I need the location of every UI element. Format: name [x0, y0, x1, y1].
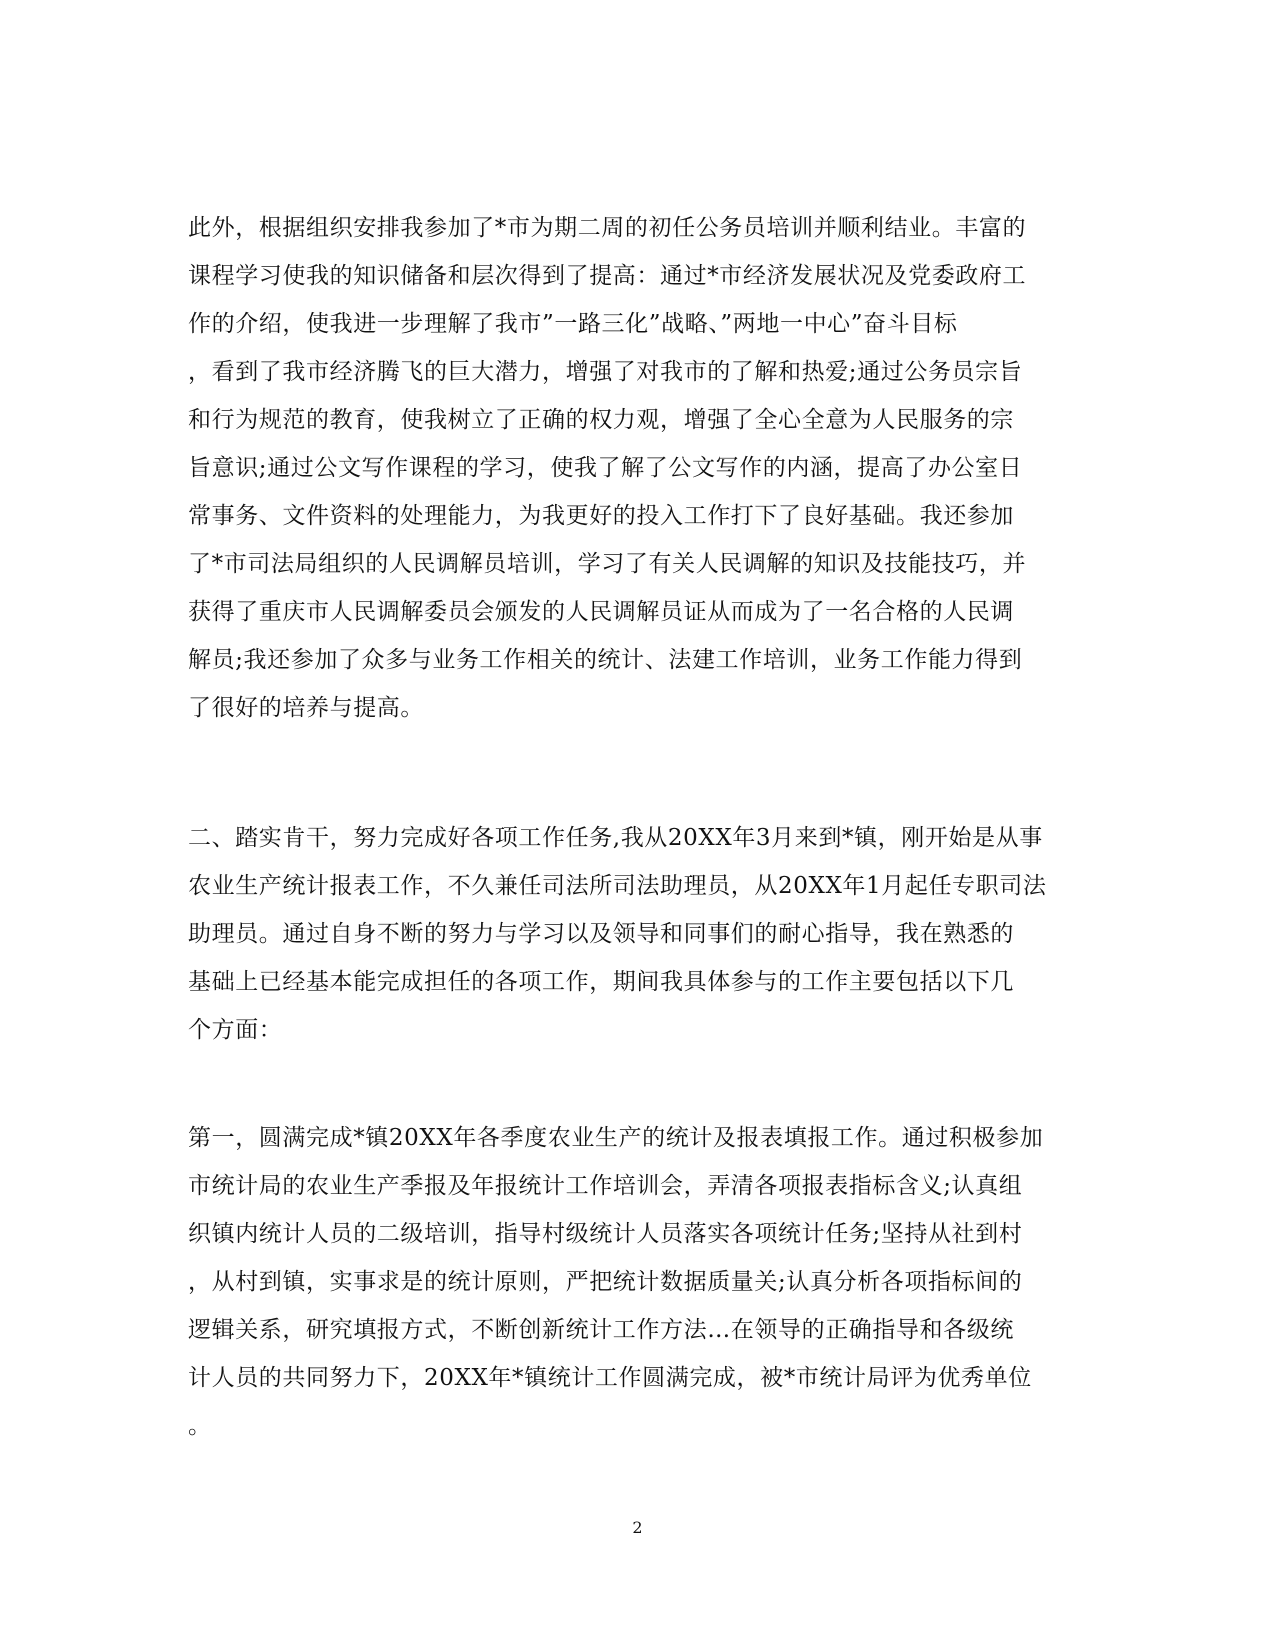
text-line: 助理员。通过自身不断的努力与学习以及领导和同事们的耐心指导，我在熟悉的 — [188, 921, 1014, 947]
text-line: 解员;我还参加了众多与业务工作相关的统计、法建工作培训，业务工作能力得到 — [188, 647, 1023, 673]
paragraph-training — [188, 204, 1068, 732]
text-line: 和行为规范的教育，使我树立了正确的权力观，增强了全心全意为人民服务的宗 — [188, 407, 1014, 433]
text-line: 获得了重庆市人民调解委员会颁发的人民调解员证从而成为了一名合格的人民调 — [188, 599, 1014, 625]
text-line: 二、踏实肯干，努力完成好各项工作任务,我从20XX年3月来到*镇，刚开始是从事 — [188, 825, 1043, 851]
text-line: 计人员的共同努力下，20XX年*镇统计工作圆满完成，被*市统计局评为优秀单位 — [188, 1365, 1032, 1391]
text-line: 逻辑关系，研究填报方式，不断创新统计工作方法…在领导的正确指导和各级统 — [188, 1317, 1014, 1343]
paragraph-first-item — [188, 1114, 1068, 1450]
text-line: 了*市司法局组织的人民调解员培训，学习了有关人民调解的知识及技能技巧，并 — [188, 551, 1027, 577]
text-line: 旨意识;通过公文写作课程的学习，使我了解了公文写作的内涵，提高了办公室日 — [188, 455, 1023, 481]
text-line: 此外，根据组织安排我参加了*市为期二周的初任公务员培训并顺利结业。丰富的 — [188, 215, 1027, 241]
text-line: 市统计局的农业生产季报及年报统计工作培训会，弄清各项报表指标含义;认真组 — [188, 1173, 1023, 1199]
text-line: 织镇内统计人员的二级培训，指导村级统计人员落实各项统计任务;坚持从社到村 — [188, 1221, 1023, 1247]
page-number: 2 — [632, 1518, 643, 1537]
text-line: 课程学习使我的知识储备和层次得到了提高：通过*市经济发展状况及党委政府工 — [188, 263, 1027, 289]
text-line: ，从村到镇，实事求是的统计原则，严把统计数据质量关;认真分析各项指标间的 — [188, 1269, 1023, 1295]
text-line: 农业生产统计报表工作，不久兼任司法所司法助理员，从20XX年1月起任专职司法 — [188, 873, 1047, 899]
text-line: 作的介绍，使我进一步理解了我市”一路三化”战略、”两地一中心”奋斗目标 — [188, 311, 958, 337]
text-line: 。 — [188, 1413, 212, 1439]
text-line: 个方面： — [188, 1017, 283, 1043]
text-line: 基础上已经基本能完成担任的各项工作，期间我具体参与的工作主要包括以下几 — [188, 969, 1014, 995]
text-line: 了很好的培养与提高。 — [188, 695, 424, 721]
text-line: 常事务、文件资料的处理能力，为我更好的投入工作打下了良好基础。我还参加 — [188, 503, 1014, 529]
text-line: ，看到了我市经济腾飞的巨大潜力，增强了对我市的了解和热爱;通过公务员宗旨 — [188, 359, 1023, 385]
paragraph-section-two — [188, 814, 1068, 1054]
text-line: 第一，圆满完成*镇20XX年各季度农业生产的统计及报表填报工作。通过积极参加 — [188, 1125, 1044, 1151]
